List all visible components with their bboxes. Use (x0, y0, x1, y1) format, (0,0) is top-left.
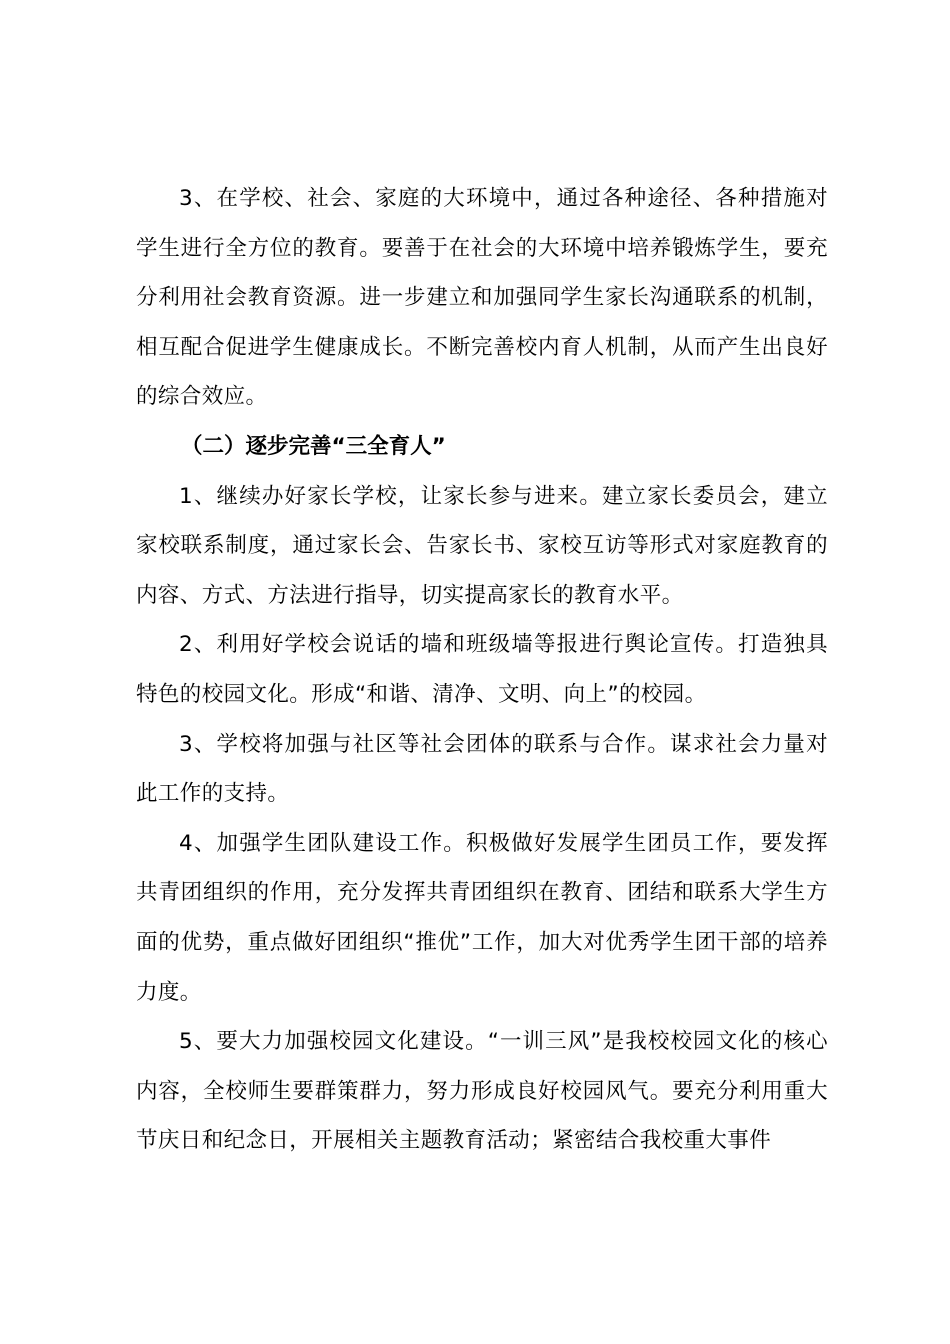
paragraph-2-publicity: 2、利用好学校会说话的墙和班级墙等报进行舆论宣传。打造独具特色的校园文化。形成“和谐、清净、文明、向上”的校园。 (136, 632, 828, 707)
paragraph-3-environment: 3、在学校、社会、家庭的大环境中，通过各种途径、各种措施对学生进行全方位的教育。要善于在社会的大环境中培养锻炼学生，要充分利用社会教育资源。进一步建立和加强同学生家长沟通联系的机制，相互配合促进学生健康成长。不断完善校内育人机制，从而产生出良好的综合效应。 (136, 186, 828, 410)
paragraph-3-community: 3、学校将加强与社区等社会团体的联系与合作。谋求社会力量对此工作的支持。 (136, 731, 828, 807)
document-body (136, 174, 828, 1166)
section-heading-two: （二）逐步完善“三全育人” (181, 433, 446, 459)
paragraph-4-team-building: 4、加强学生团队建设工作。积极做好发展学生团员工作，要发挥共青团组织的作用，充分发挥共青团组织在教育、团结和联系大学生方面的优势，重点做好团组织“推优”工作，加大对优秀学生团干部的培养力度。 (136, 830, 828, 1005)
paragraph-5-campus-culture: 5、要大力加强校园文化建设。“一训三风”是我校校园文化的核心内容，全校师生要群策群力，努力形成良好校园风气。要充分利用重大节庆日和纪念日，开展相关主题教育活动；紧密结合我校重大事件 (136, 1029, 828, 1154)
paragraph-1-parent-school: 1、继续办好家长学校，让家长参与进来。建立家长委员会，建立家校联系制度，通过家长会、告家长书、家校互访等形式对家庭教育的内容、方式、方法进行指导，切实提高家长的教育水平。 (136, 483, 828, 608)
